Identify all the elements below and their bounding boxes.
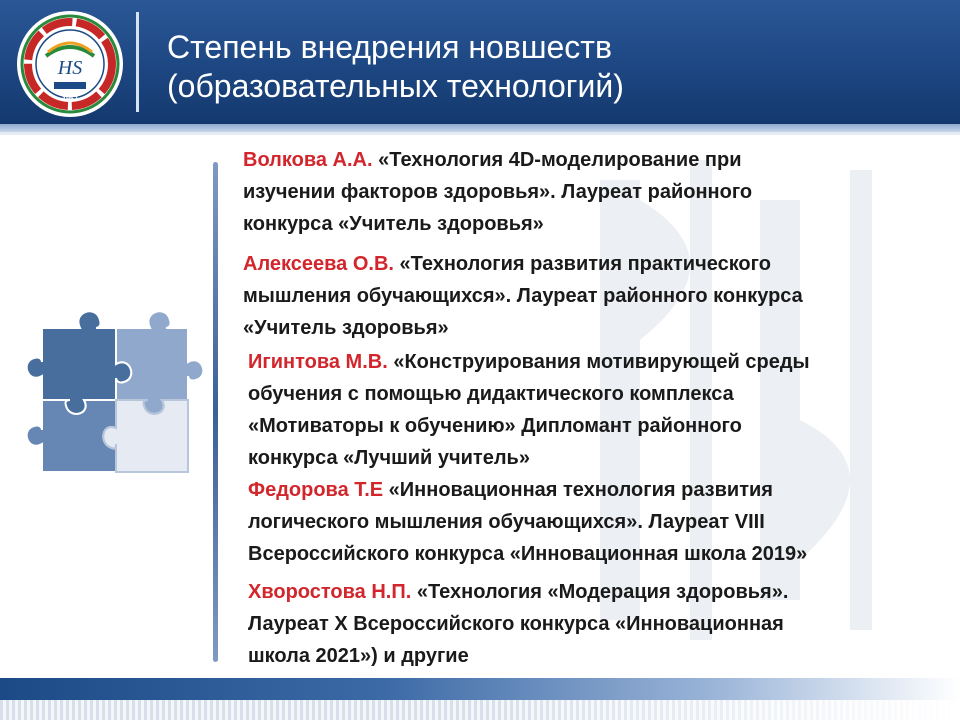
- entry-alekseeva: [243, 248, 803, 344]
- puzzle-icon: [12, 290, 212, 490]
- entry-text: логического мышления обучающихся». Лауреат VIII: [248, 511, 765, 533]
- entry-name: Игинтова М.В.: [248, 351, 388, 373]
- logo-emblem-text: HS: [57, 57, 83, 79]
- entry-text: «Технология развития практического: [393, 253, 771, 275]
- footer-stripes: [0, 700, 960, 720]
- entry-text: «Инновационная технология развития: [383, 479, 773, 501]
- entry-volkova: [243, 144, 752, 240]
- entry-name: Алексеева О.В.: [243, 253, 394, 275]
- header-underline: [0, 124, 960, 132]
- entry-name: Хворостова Н.П.: [248, 581, 412, 603]
- entry-text: «Конструирования мотивирующей среды: [387, 351, 810, 373]
- header-underline-thin: [0, 132, 960, 135]
- entry-text: мышления обучающихся». Лауреат районного конкурса: [243, 285, 803, 307]
- entry-text: Всероссийского конкурса «Инновационная школа 2019»: [248, 543, 808, 565]
- title-line-1: Степень внедрения новшеств: [167, 29, 612, 65]
- logo-year: 1957: [62, 96, 78, 103]
- entry-text: «Технология «Модерация здоровья».: [411, 581, 789, 603]
- school-logo: [16, 10, 124, 118]
- entry-name: Волкова А.А.: [243, 149, 373, 171]
- title-line-2: (образовательных технологий): [167, 68, 624, 104]
- entry-text: изучении факторов здоровья». Лауреат районного: [243, 181, 753, 203]
- entry-igintova: [248, 346, 810, 474]
- entry-text: «Мотиваторы к обучению» Дипломант районного: [248, 415, 742, 437]
- footer-gradient-bar: [0, 678, 960, 700]
- entry-text: школа 2021») и другие: [248, 645, 469, 667]
- entry-text: «Учитель здоровья»: [243, 317, 449, 339]
- entry-name: Федорова Т.Е: [248, 479, 384, 501]
- entry-text: обучения с помощью дидактического комплекса: [248, 383, 734, 405]
- entry-text: «Технология 4D-моделирование при: [372, 149, 742, 171]
- vertical-accent-bar: [213, 162, 218, 662]
- header-divider: [136, 12, 139, 112]
- page-title: [167, 28, 624, 106]
- entry-text: конкурса «Лучший учитель»: [248, 447, 530, 469]
- entry-text: конкурса «Учитель здоровья»: [243, 213, 544, 235]
- entry-text: Лауреат X Всероссийского конкурса «Инновационная: [248, 613, 784, 635]
- entry-khvorostova: [248, 576, 788, 672]
- entry-fedorova: [248, 474, 807, 570]
